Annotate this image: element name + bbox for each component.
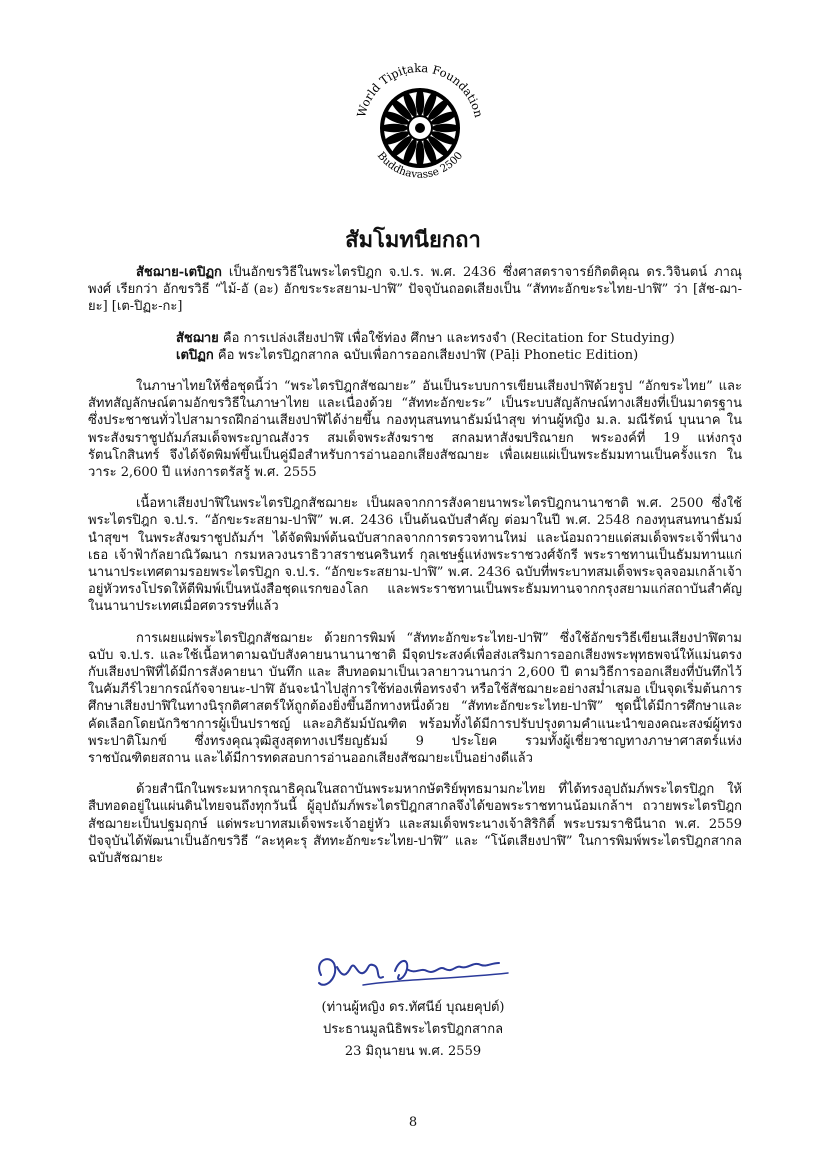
body-paragraph: เนื้อหาเสียงปาฬิในพระไตรปิฎกสัชฌายะ เป็นผลจากการสังคายนาพระไตรปิฎกนานาชาติ พ.ศ. 2500 ซึ่งใช้พระไตรปิฎก จ.ป.ร. “อักขะระสยาม-ปาฬิ” พ.ศ. 2436 เป็นต้นฉบับสำคัญ ต่อมาในปี พ.ศ. 2548 กองทุนสนทนาธัมม์นำสุขฯ ในพระสังฆราชูปถัมภ์ฯ ได้จัดพิมพ์ต้นฉบับสากลจากการตรวจทานใหม่ และน้อมถวายแด่สมเด็จพระเจ้าพี่นางเธอ เจ้าฟ้ากัลยาณิวัฒนา กรมหลวงนราธิวาสราชนครินทร์ กุลเชษฐ์แห่งพระราชวงศ์จักรี พระราชทานเป็นธัมมทานแก่นานาประเทศตามรอยพระไตรปิฎก จ.ป.ร. “อักขะระสยาม-ปาฬิ” พ.ศ. 2436 ฉบับที่พระบาทสมเด็จพระจุลจอมเกล้าเจ้าอยู่หัวทรงโปรดให้ตีพิมพ์เป็นหนังสือชุดแรกของโลก และพระราชทานเป็นพระธัมมทานจากกรุงสยามแก่สถาบันสำคัญในนานาประเทศเมื่อศตวรรษที่แล้ว (88, 496, 742, 615)
definition-term: เตปิฏก (176, 347, 214, 363)
body-paragraph: การเผยแผ่พระไตรปิฎกสัชฌายะ ด้วยการพิมพ์ “สัททะอักขะระไทย-ปาฬิ” ซึ่งใช้อักขรวิธีเขียนเสียงปาฬิตามฉบับ จ.ป.ร. และใช้เนื้อหาตามฉบับสังคายนานานาชาติ มีจุดประสงค์เพื่อส่งเสริมการออกเสียงพระพุทธพจน์ให้แม่นตรงกับเสียงปาฬิที่ได้มีการสังคายนา บันทึก และ สืบทอดมาเป็นเวลายาวนานกว่า 2,600 ปี ตามวิธีการออกเสียงที่บันทึกไว้ในคัมภีร์ไวยากรณ์กัจจายนะ-ปาฬิ อันจะนำไปสู่การใช้ท่องเพื่อทรงจำ หรือใช้สัชฌายะอย่างสม่ำเสมอ เป็นจุดเริ่มต้นการศึกษาเสียงปาฬิในทางนิรุกติศาสตร์ให้ถูกต้องยิ่งขึ้นอีกทางหนึ่งด้วย “สัททะอักขะระไทย-ปาฬิ” ชุดนี้ได้มีการศึกษาและคัดเลือกโดยนักวิชาการผู้เป็นปราชญ์ และอภิธัมม์บัณฑิต พร้อมทั้งได้มีการปรับปรุงตามคำแนะนำของคณะสงฆ์ผู้ทรงพระปาติโมกข์ ซึ่งทรงคุณวุฒิสูงสุดทางเปรียญธัมม์ 9 ประโยค รวมทั้งผู้เชี่ยวชาญทางภาษาศาสตร์แห่งราชบัณฑิตยสถาน และได้มีการทดสอบการอ่านออกเสียงสัชฌายะเป็นอย่างดีแล้ว (88, 630, 742, 767)
signature-block (0, 945, 826, 1063)
definition-term: สัชฌาย (176, 330, 219, 346)
page-number: 8 (408, 1115, 418, 1130)
definition-text: คือ การเปล่งเสียงปาฬิ เพื่อใช้ท่อง ศึกษา และทรงจำ (Recitation for Studying) (218, 330, 675, 346)
document-body (88, 264, 742, 881)
intro-term: สัชฌาย-เตปิฏก (136, 265, 222, 280)
body-paragraph: ในภาษาไทยให้ชื่อชุดนี้ว่า “พระไตรปิฎกสัชฌายะ” อันเป็นระบบการเขียนเสียงปาฬิด้วยรูป “อักขระไทย” และสัททสัญลักษณ์ตามอักขรวิธีในภาษาไทย และเนื่องด้วย “สัททะอักขะระ” เป็นระบบสัญลักษณ์ทางเสียงที่เป็นมาตรฐาน ซึ่งประชาชนทั่วไปสามารถฝึกอ่านเสียงปาฬิได้ง่ายขึ้น กองทุนสนทนาธัมม์นำสุข ท่านผู้หญิง ม.ล. มณีรัตน์ บุนนาค ในพระสังฆราชูปถัมภ์สมเด็จพระญาณสังวร สมเด็จพระสังฆราช สกลมหาสังฆปริณายก พระองค์ที่ 19 แห่งกรุงรัตนโกสินทร์ จึงได้จัดพิมพ์ขึ้นเป็นคู่มือสำหรับการอ่านออกเสียงสัชฌายะ เพื่อเผยแผ่เป็นพระธัมมทานเป็นครั้งแรก ในวาระ 2,600 ปี แห่งการตรัสรู้ พ.ศ. 2555 (88, 379, 742, 481)
definition-text: คือ พระไตรปิฎกสากล ฉบับเพื่อการออกเสียงปาฬิ (Pāḷi Phonetic Edition) (213, 347, 639, 363)
signer-position: ประธานมูลนิธิพระไตรปิฎกสากล (322, 1022, 504, 1037)
intro-text: เป็นอักขรวิธีในพระไตรปิฎก จ.ป.ร. พ.ศ. 2436 ซึ่งศาสตราจารย์กิตติคุณ ดร.วิจินตน์ ภาณุพงศ์ เรียกว่า อักขรวิธี “ไม้-อั (อะ) อักขระระสยาม-ปาฬิ” ปัจจุบันถอดเสียงเป็น “สัททะอักขะระไทย-ปาฬิ” ว่า [สัช-ฌา-ยะ] [เต-ปิฏะ-กะ] (88, 265, 742, 315)
lotus-wheel-icon (380, 88, 460, 168)
definition-item (176, 347, 742, 364)
signature-date: 23 มิถุนายน พ.ศ. 2559 (344, 1044, 482, 1059)
logo-text-top: World Tipiṭaka Foundation (354, 60, 486, 119)
definition-item (176, 330, 742, 347)
logo-text-bottom: Buddhavasse 2500 (374, 149, 466, 181)
body-paragraph: ด้วยสำนึกในพระมหากรุณาธิคุณในสถาบันพระมหากษัตริย์พุทธมามกะไทย ที่ได้ทรงอุปถัมภ์พระไตรปิฎก ให้สืบทอดอยู่ในแผ่นดินไทยจนถึงทุกวันนี้ ผู้อุปถัมภ์พระไตรปิฎกสากลจึงได้ขอพระราชทานน้อมเกล้าฯ ถวายพระไตรปิฎกสัชฌายะเป็นปฐมฤกษ์ แด่พระบาทสมเด็จพระเจ้าอยู่หัว และสมเด็จพระนางเจ้าสิริกิติ์ พระบรมราชินีนาถ พ.ศ. 2559 ปัจจุบันได้พัฒนาเป็นอักขรวิธี “ละหุคะรุ สัททะอักขะระไทย-ปาฬิ” และ “โน้ตเสียงปาฬิ” ในการพิมพ์พระไตรปิฎกสากล ฉบับสัชฌายะ (88, 782, 742, 867)
world-tipitaka-foundation-logo (340, 48, 500, 208)
definitions (88, 330, 742, 364)
signer-name: (ท่านผู้หญิง ดร.ทัศนีย์ บุณยคุปต์) (321, 1000, 505, 1015)
handwritten-signature (303, 945, 523, 997)
intro-paragraph (88, 264, 742, 316)
page-title: สัมโมทนียกถา (345, 228, 481, 253)
